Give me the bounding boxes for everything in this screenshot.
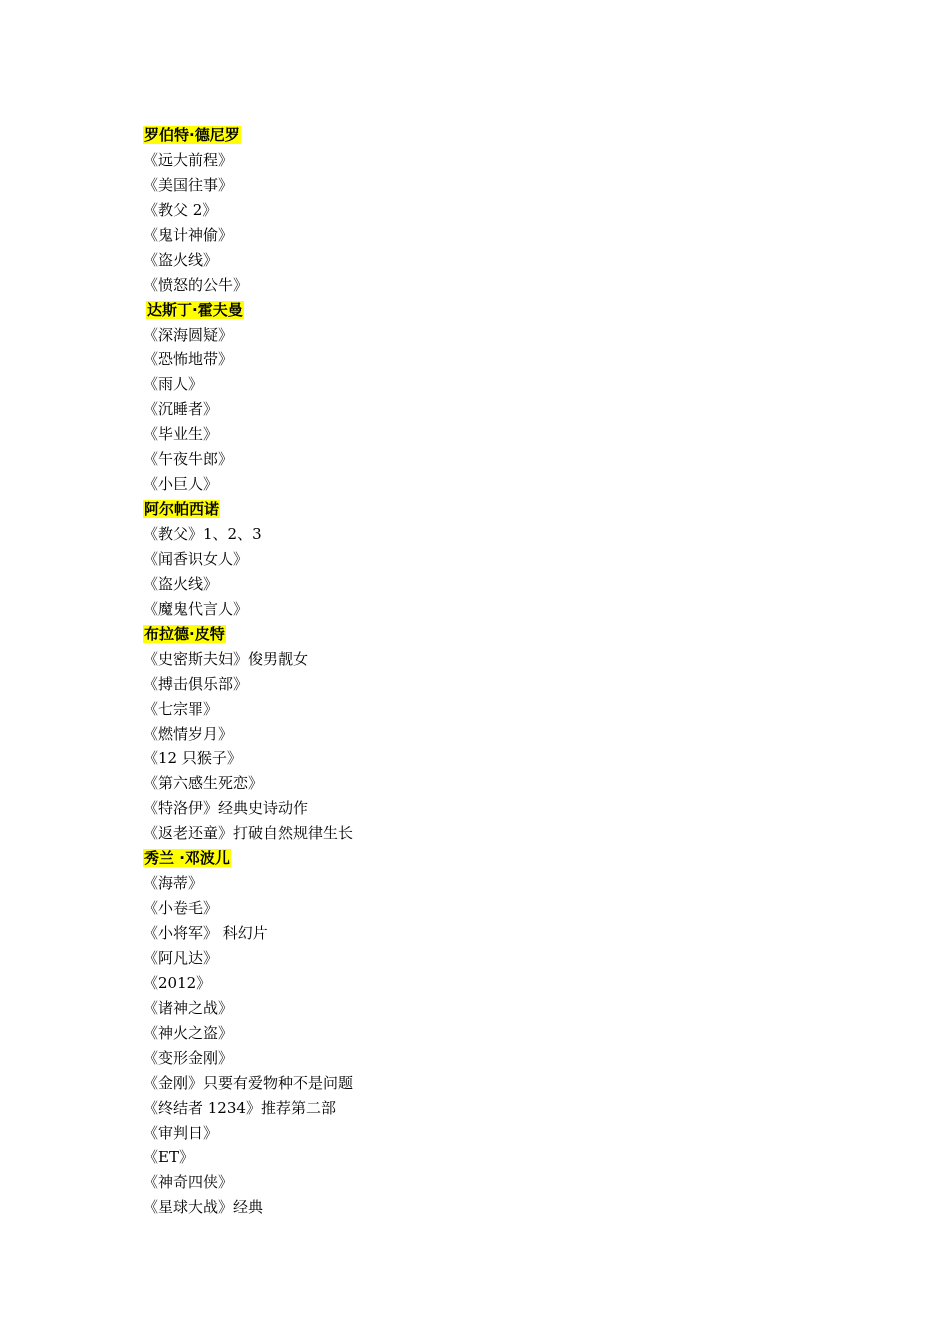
film-item: 《星球大战》经典 <box>143 1198 264 1217</box>
actor-heading <box>143 123 843 148</box>
film-item: 《七宗罪》 <box>143 699 219 718</box>
film-item: 《远大前程》 <box>143 150 234 169</box>
actor-name: 布拉德·皮特 <box>144 624 225 643</box>
film-item: 《史密斯夫妇》俊男靓女 <box>143 649 309 668</box>
film-item: 《特洛伊》经典史诗动作 <box>143 799 309 818</box>
film-item: 《教父 2》 <box>143 200 218 219</box>
film-item: 《返老还童》打破自然规律生长 <box>143 824 354 843</box>
actor-heading <box>143 298 843 323</box>
actor-heading <box>143 846 843 871</box>
film-item: 《鬼计神偷》 <box>143 225 234 244</box>
film-item: 《深海圆疑》 <box>143 325 234 344</box>
document-page <box>143 123 843 1220</box>
film-item: 《神火之盗》 <box>143 1023 234 1042</box>
film-item: 《毕业生》 <box>143 425 219 444</box>
film-item: 《雨人》 <box>143 375 204 394</box>
actor-name: 阿尔帕西诺 <box>144 500 220 519</box>
film-item: 《阿凡达》 <box>143 948 219 967</box>
film-item: 《美国往事》 <box>143 175 234 194</box>
actor-name: 秀兰 ·邓波儿 <box>144 849 230 868</box>
film-item: 《小将军》 科幻片 <box>143 924 268 942</box>
film-item: 《小卷毛》 <box>143 899 219 918</box>
actor-name: 罗伯特·德尼罗 <box>144 126 240 144</box>
film-item: 《沉睡者》 <box>143 400 219 419</box>
film-item: 《2012》 <box>143 973 212 992</box>
film-item: 《ET》 <box>143 1148 194 1167</box>
actor-heading <box>143 622 843 647</box>
film-item: 《第六感生死恋》 <box>143 774 264 793</box>
film-item: 《闻香识女人》 <box>143 549 249 568</box>
actor-name: 达斯丁·霍夫曼 <box>147 300 243 319</box>
film-item: 《燃情岁月》 <box>143 724 234 743</box>
film-item: 《终结者 1234》推荐第二部 <box>143 1098 336 1117</box>
film-item: 《变形金刚》 <box>143 1048 234 1067</box>
film-item: 《小巨人》 <box>143 475 219 494</box>
film-item: 《搏击俱乐部》 <box>143 674 249 693</box>
actor-heading <box>143 497 843 522</box>
film-item: 《愤怒的公牛》 <box>143 275 249 294</box>
film-item: 《诸神之战》 <box>143 998 234 1017</box>
film-item: 《神奇四侠》 <box>143 1173 234 1192</box>
film-item: 《魔鬼代言人》 <box>143 599 249 618</box>
film-item: 《教父》1、2、3 <box>143 525 262 543</box>
film-item: 《盗火线》 <box>143 574 219 593</box>
film-item: 《盗火线》 <box>143 250 219 269</box>
film-item: 《审判日》 <box>143 1123 219 1142</box>
film-item: 《海蒂》 <box>143 874 204 893</box>
film-item: 《午夜牛郎》 <box>143 450 234 469</box>
film-item: 《12 只猴子》 <box>143 749 242 768</box>
film-item: 《金刚》只要有爱物种不是问题 <box>143 1073 354 1092</box>
film-item: 《恐怖地带》 <box>143 350 234 369</box>
